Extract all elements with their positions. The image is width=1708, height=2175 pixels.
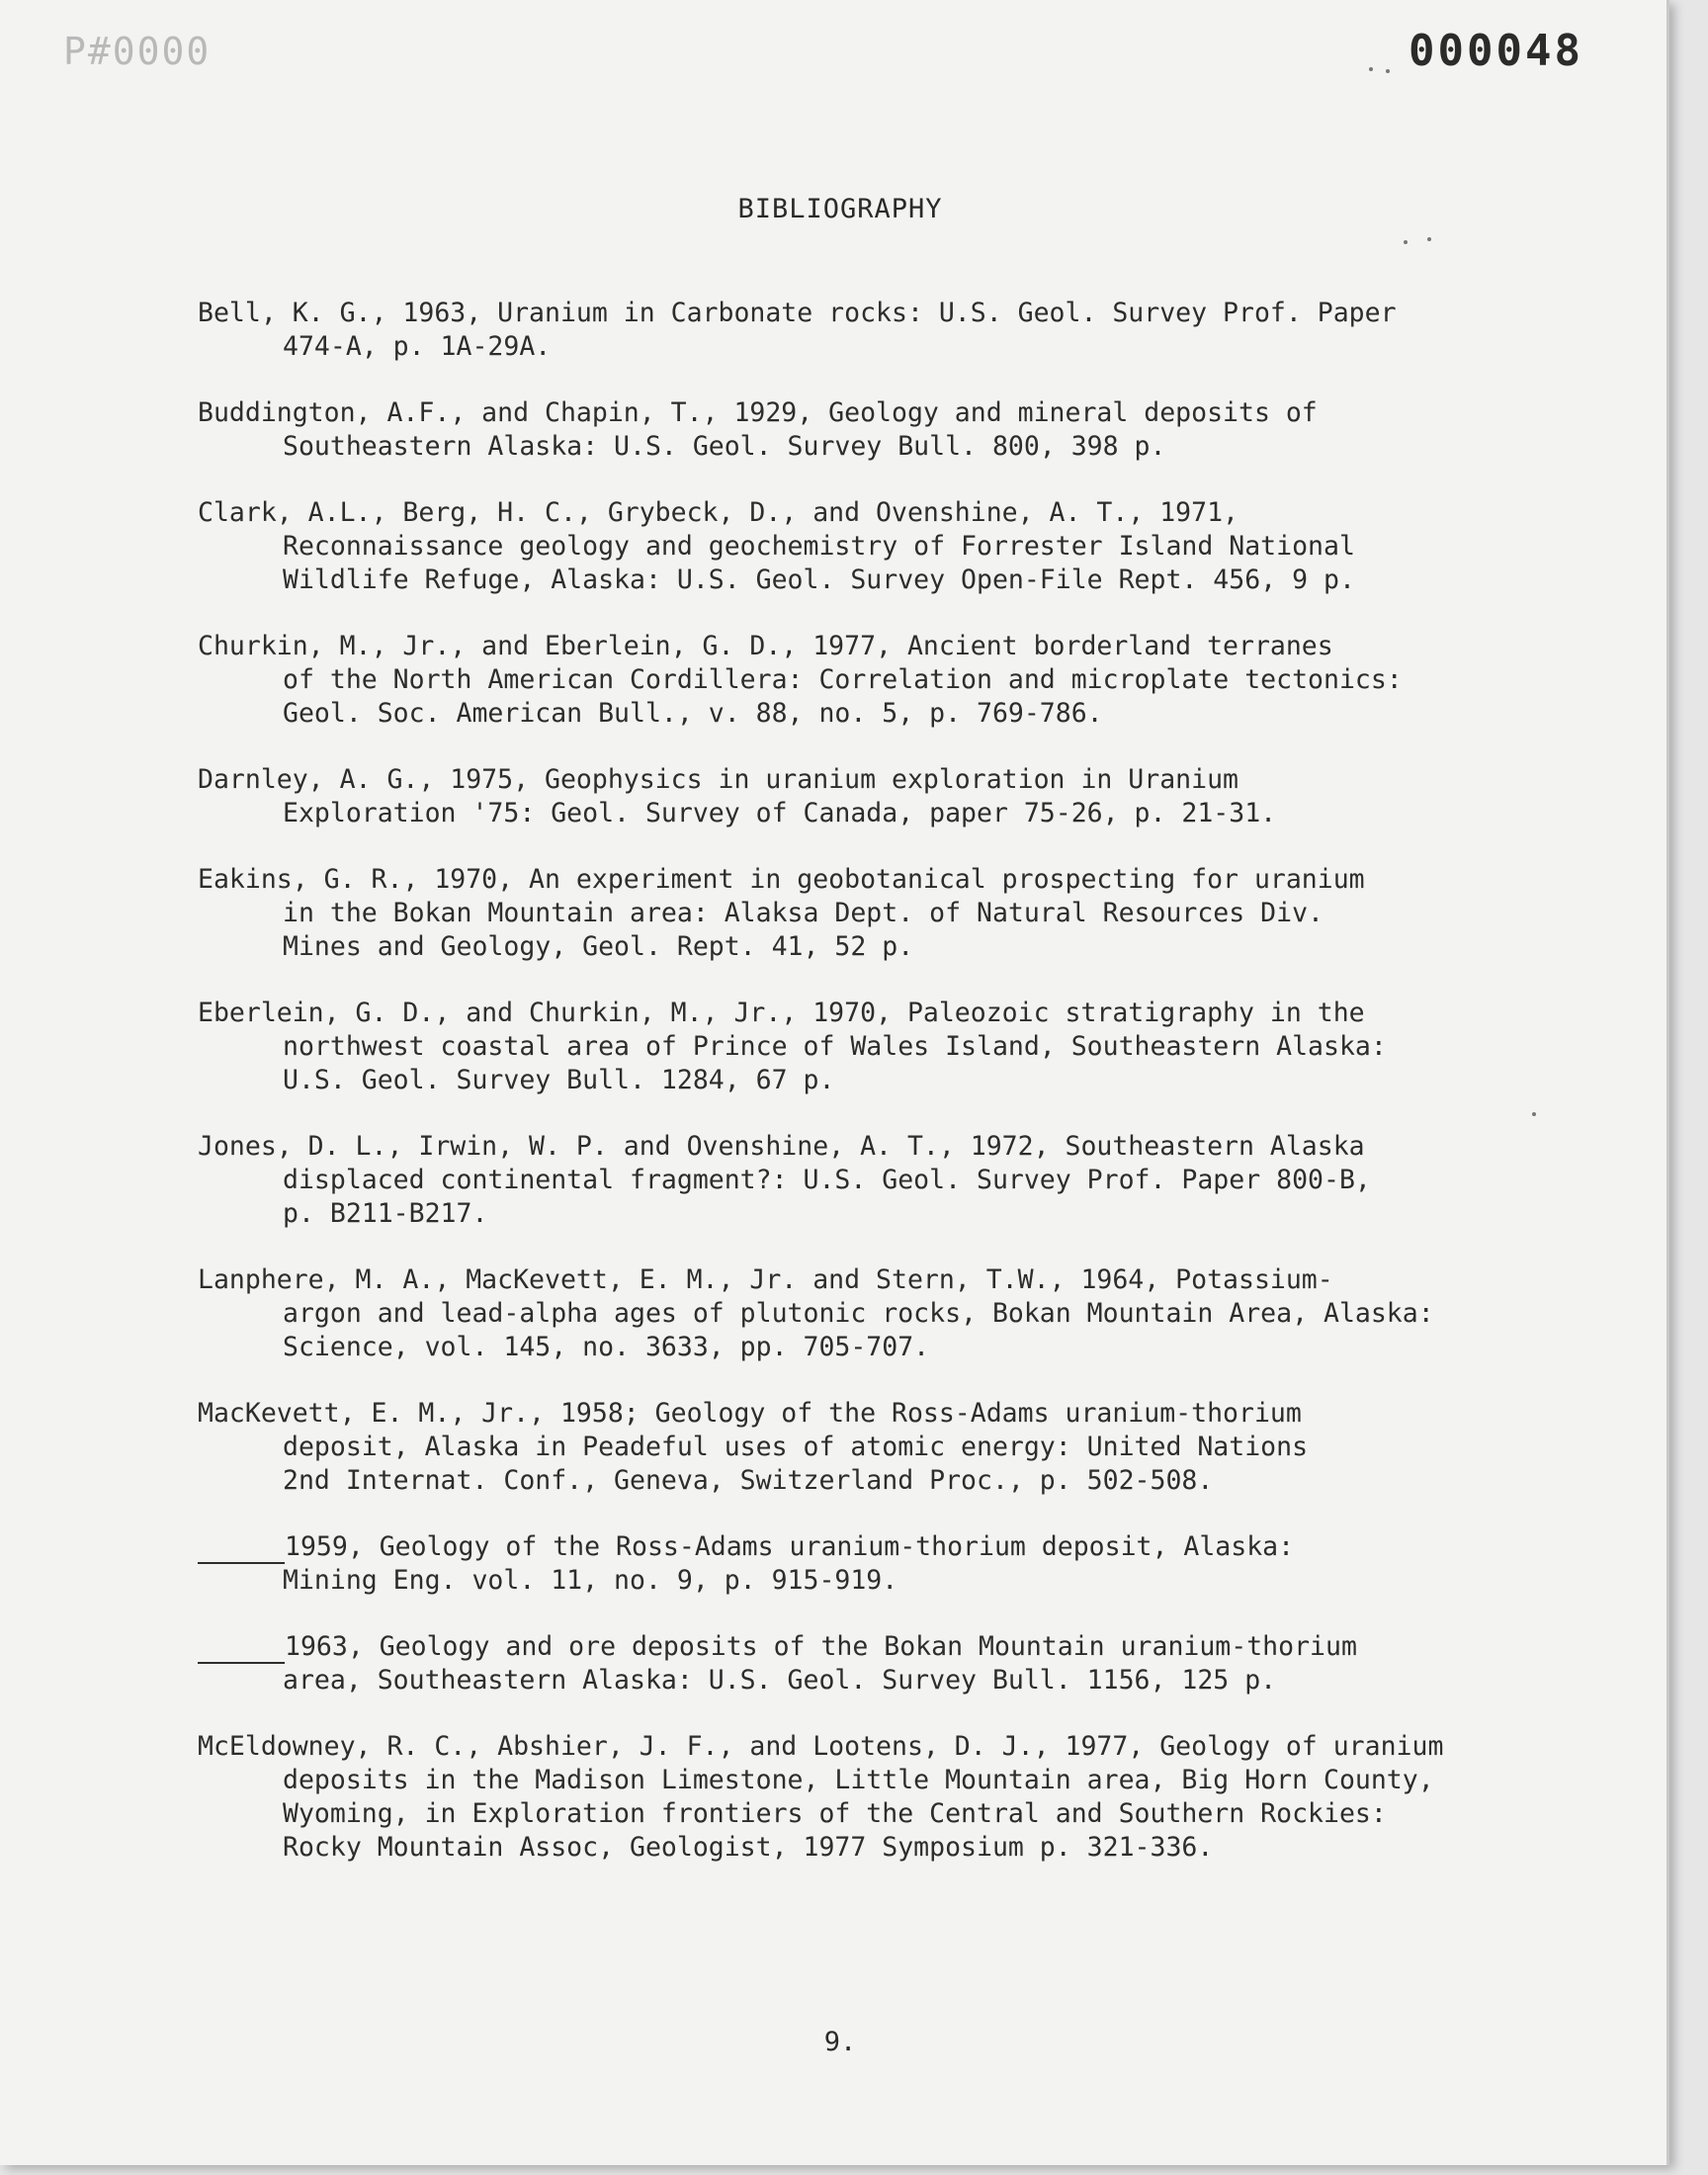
bibliography-entry-mceldowney	[198, 1730, 1562, 1865]
entry-line: Wyoming, in Exploration frontiers of the Central and Southern Rockies:	[283, 1798, 1387, 1829]
entry-line: Darnley, A. G., 1975, Geophysics in uranium exploration in Uranium	[198, 764, 1238, 795]
bibliography-entry-buddington	[198, 396, 1562, 464]
page-title: BIBLIOGRAPHY	[737, 194, 943, 224]
bibliography-entry-bell	[198, 297, 1562, 364]
bibliography-entry-lanphere	[198, 1263, 1562, 1364]
entry-line: Churkin, M., Jr., and Eberlein, G. D., 1977, Ancient borderland terranes	[198, 631, 1333, 661]
entry-line: Bell, K. G., 1963, Uranium in Carbonate rocks: U.S. Geol. Survey Prof. Paper	[198, 298, 1397, 328]
scan-speck	[1386, 69, 1390, 73]
entry-line: deposit, Alaska in Peadeful uses of atomic energy: United Nations	[283, 1432, 1309, 1462]
entry-line: Wildlife Refuge, Alaska: U.S. Geol. Survey Open-File Rept. 456, 9 p.	[283, 565, 1355, 595]
bibliography-entry-darnley	[198, 763, 1562, 830]
entry-line: area, Southeastern Alaska: U.S. Geol. Survey Bull. 1156, 125 p.	[283, 1665, 1277, 1696]
entry-line: argon and lead-alpha ages of plutonic rocks, Bokan Mountain Area, Alaska:	[283, 1298, 1434, 1329]
entry-line: U.S. Geol. Survey Bull. 1284, 67 p.	[283, 1065, 835, 1095]
page-edge	[1666, 0, 1669, 2165]
entry-line: Rocky Mountain Assoc, Geologist, 1977 Symposium p. 321-336.	[283, 1832, 1214, 1863]
bibliography-list	[198, 297, 1562, 1897]
entry-line: Geol. Soc. American Bull., v. 88, no. 5, p. 769-786.	[283, 698, 1103, 729]
bibliography-entry-eakins	[198, 863, 1562, 964]
page-number: 9.	[823, 2027, 857, 2057]
scan-speck	[1532, 1112, 1536, 1116]
entry-line: northwest coastal area of Prince of Wales Island, Southeastern Alaska:	[283, 1031, 1387, 1062]
document-stamp-number: 000048	[1409, 26, 1583, 76]
entry-line: Reconnaissance geology and geochemistry of Forrester Island National	[283, 531, 1355, 562]
entry-line: 1959, Geology of the Ross-Adams uranium-thorium deposit, Alaska:	[285, 1531, 1295, 1562]
entry-line: displaced continental fragment?: U.S. Geol. Survey Prof. Paper 800-B,	[283, 1165, 1371, 1195]
scan-speck	[1369, 67, 1373, 71]
entry-line: p. B211-B217.	[283, 1198, 488, 1229]
entry-line: 474-A, p. 1A-29A.	[283, 331, 552, 362]
entry-line: Clark, A.L., Berg, H. C., Grybeck, D., and Ovenshine, A. T., 1971,	[198, 497, 1238, 528]
entry-line: of the North American Cordillera: Correlation and microplate tectonics:	[283, 664, 1403, 695]
same-author-rule	[198, 1638, 285, 1664]
entry-line: Mining Eng. vol. 11, no. 9, p. 915-919.	[283, 1565, 898, 1596]
entry-line: Southeastern Alaska: U.S. Geol. Survey Bull. 800, 398 p.	[283, 431, 1166, 462]
scan-speck	[1404, 240, 1408, 244]
entry-line: Science, vol. 145, no. 3633, pp. 705-707.	[283, 1332, 930, 1362]
entry-line: Jones, D. L., Irwin, W. P. and Ovenshine, A. T., 1972, Southeastern Alaska	[198, 1131, 1365, 1162]
entry-line: McEldowney, R. C., Abshier, J. F., and Lootens, D. J., 1977, Geology of uranium	[198, 1731, 1444, 1762]
entry-line: Exploration '75: Geol. Survey of Canada, paper 75-26, p. 21-31.	[283, 798, 1277, 828]
scan-speck	[1427, 237, 1431, 241]
entry-line: in the Bokan Mountain area: Alaksa Dept. of Natural Resources Div.	[283, 898, 1324, 928]
bibliography-entry-mackevett-1958	[198, 1397, 1562, 1498]
bibliography-entry-mackevett-1959	[198, 1530, 1562, 1598]
bibliography-entry-jones	[198, 1130, 1562, 1231]
entry-line: Eberlein, G. D., and Churkin, M., Jr., 1970, Paleozoic stratigraphy in the	[198, 998, 1365, 1028]
entry-line: Eakins, G. R., 1970, An experiment in geobotanical prospecting for uranium	[198, 864, 1365, 895]
entry-line: 1963, Geology and ore deposits of the Bokan Mountain uranium-thorium	[285, 1631, 1357, 1662]
bibliography-entry-clark	[198, 496, 1562, 597]
entry-line: Lanphere, M. A., MacKevett, E. M., Jr. and Stern, T.W., 1964, Potassium-	[198, 1264, 1333, 1295]
bibliography-entry-eberlein	[198, 997, 1562, 1097]
document-stamp-left: P#0000	[63, 30, 212, 73]
entry-line: Buddington, A.F., and Chapin, T., 1929, Geology and mineral deposits of	[198, 397, 1318, 428]
same-author-rule	[198, 1538, 285, 1564]
bibliography-entry-churkin	[198, 630, 1562, 731]
entry-line: 2nd Internat. Conf., Geneva, Switzerland Proc., p. 502-508.	[283, 1465, 1214, 1496]
entry-line: Mines and Geology, Geol. Rept. 41, 52 p.	[283, 931, 914, 962]
bibliography-entry-mackevett-1963	[198, 1630, 1562, 1697]
entry-line: deposits in the Madison Limestone, Little Mountain area, Big Horn County,	[283, 1765, 1434, 1795]
entry-line: MacKevett, E. M., Jr., 1958; Geology of the Ross-Adams uranium-thorium	[198, 1398, 1302, 1429]
